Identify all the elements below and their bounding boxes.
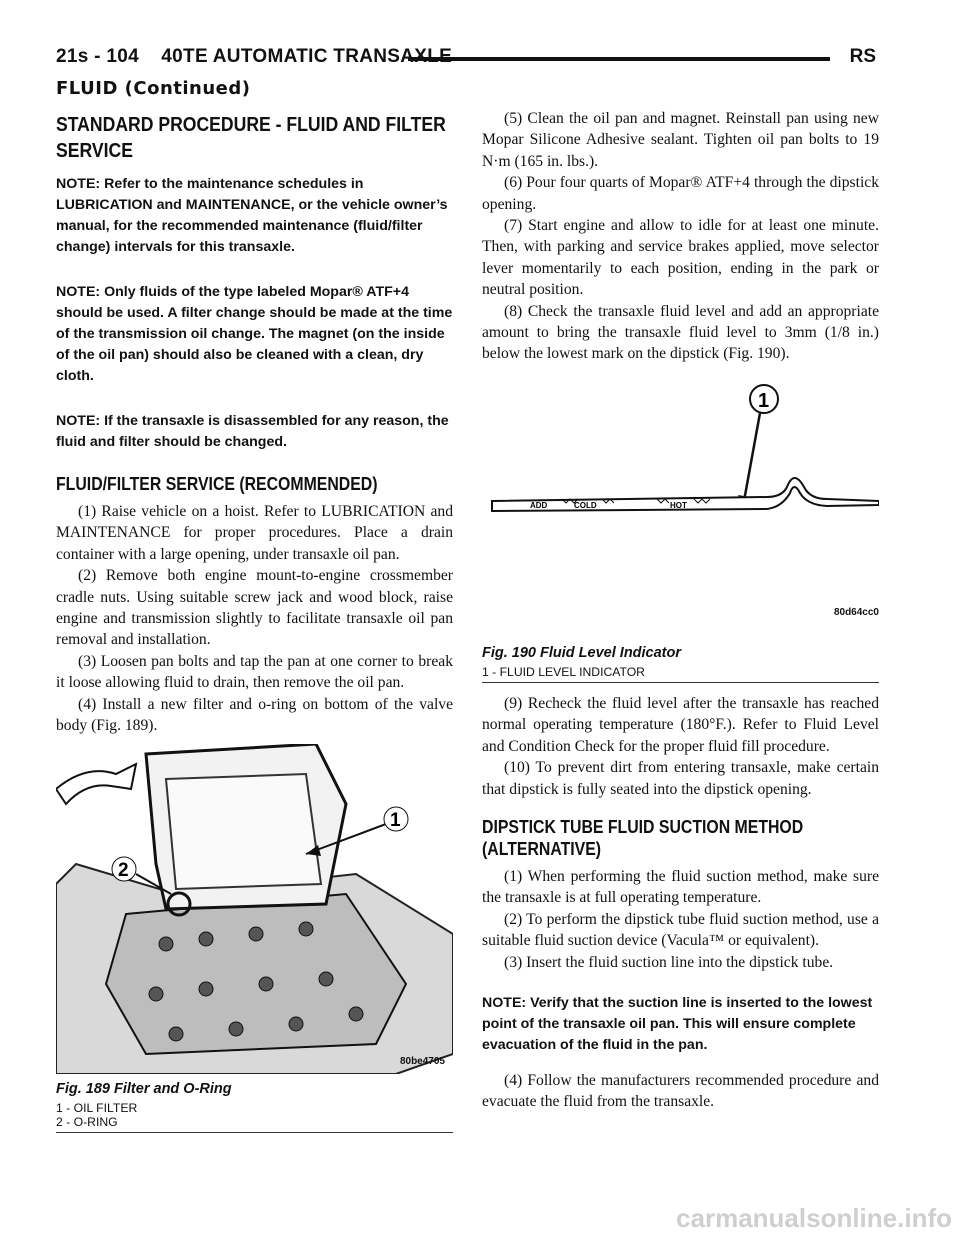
figure-code: 80be4705 [399,1056,445,1068]
step-9: (9) Recheck the fluid level after the transaxle has reached normal operating temperature (180°F.). Refer to Fluid Level and Condition Check for the proper fluid fill procedure. [482,694,879,755]
suction-step-1: (1) When performing the fluid suction method, make sure the transaxle is at full operating temperature. [482,867,879,907]
step-2: (2) Remove both engine mount-to-engine crossmember cradle nuts. Using suitable screw jack and wood block, raise engine and transmission slightly to facilitate transaxle oil pan removal and installation. [56,567,453,649]
figure-caption: Fig. 190 Fluid Level Indicator [482,644,682,661]
figure-190 [482,379,879,643]
note-maintenance: NOTE: Refer to the maintenance schedules in LUBRICATION and MAINTENANCE, or the vehicle owner’s manual, for the recommended maintenance (fluid/filter change) intervals for this transaxle. [56,176,448,255]
step-8: (8) Check the transaxle fluid level and add an appropriate amount to bring the transaxle fluid level to 3mm (1/8 in.) below the lowest mark on the dipstick (Fig. 190). [482,302,879,363]
step-10: (10) To prevent dirt from entering transaxle, make certain that dipstick is fully seated into the dipstick opening. [482,759,879,798]
note-disassembled: NOTE: If the transaxle is disassembled for any reason, the fluid and filter should be changed. [56,413,449,450]
legend-item: 1 - OIL FILTER [56,1101,138,1116]
section-heading-standard-procedure: STANDARD PROCEDURE - FLUID AND FILTER SERVICE [56,114,446,162]
suction-step-3: (3) Insert the fluid suction line into the dipstick tube. [504,953,834,971]
callout-2: 2 [118,860,129,882]
step-1: (1) Raise vehicle on a hoist. Refer to LUBRICATION and MAINTENANCE for proper procedures. Place a drain container with a large opening, under transaxle oil pan. [56,503,453,563]
dipstick-illustration [482,379,879,643]
section-heading-suction: DIPSTICK TUBE FLUID SUCTION METHOD (ALTERNATIVE) [482,816,804,859]
left-column [56,112,453,1133]
legend-item: 1 - FLUID LEVEL INDICATOR [482,664,645,679]
page-header-title: 21s - 104 40TE AUTOMATIC TRANSAXLE [56,46,453,67]
right-column [482,108,879,1113]
step-3: (3) Loosen pan bolts and tap the pan at one corner to break it loose allowing fluid to drain, then remove the oil pan. [56,652,453,692]
watermark: carmanualsonline.info [676,1203,952,1233]
note-fluid-type: NOTE: Only fluids of the type labeled Mopar® ATF+4 should be used. A filter change should be made at the time of the transmission oil change. The magnet (on the inside of the oil pan) should also be cleaned with a clean, dry cloth. [56,284,453,384]
continued-heading: FLUID (Continued) [56,78,251,99]
step-7: (7) Start engine and allow to idle for at least one minute. Then, with parking and service brakes applied, move selector lever momentarily to each position, ending in the park or neutral position. [482,217,879,299]
page-header-section: RS [849,46,876,67]
dipstick-add-label: ADD [530,500,548,510]
page-header [56,46,876,76]
suction-step-2: (2) To perform the dipstick tube fluid suction method, use a suitable fluid suction device (Vacula™ or equivalent). [482,910,879,950]
header-rule [408,57,830,61]
dipstick-callout-1: 1 [758,389,770,412]
note-suction: NOTE: Verify that the suction line is inserted to the lowest point of the transaxle oil pan. This will ensure complete evacuation of the fluid in the pan. [482,994,873,1053]
step-6: (6) Pour four quarts of Mopar® ATF+4 through the dipstick opening. [482,174,879,213]
callout-1: 1 [390,810,401,832]
figure-legend [56,1101,453,1133]
suction-step-4: (4) Follow the manufacturers recommended procedure and evacuate the fluid from the transaxle. [482,1071,879,1111]
dipstick-cold-label: COLD [574,500,597,510]
section-heading-recommended: FLUID/FILTER SERVICE (RECOMMENDED) [56,474,378,494]
figure-caption: Fig. 189 Filter and O-Ring [56,1081,232,1098]
figure-legend [482,665,879,683]
legend-item: 2 - O-RING [56,1115,118,1130]
step-4: (4) Install a new filter and o-ring on bottom of the valve body (Fig. 189). [56,695,453,735]
filter-oring-illustration [56,744,453,1074]
figure-code: 80d64cc0 [833,606,879,618]
figure-189 [56,744,453,1079]
step-5: (5) Clean the oil pan and magnet. Reinstall pan using new Mopar Silicone Adhesive sealant. Tighten oil pan bolts to 19 N·m (165 in. lbs.). [482,110,879,170]
dipstick-hot-label: HOT [670,500,687,510]
